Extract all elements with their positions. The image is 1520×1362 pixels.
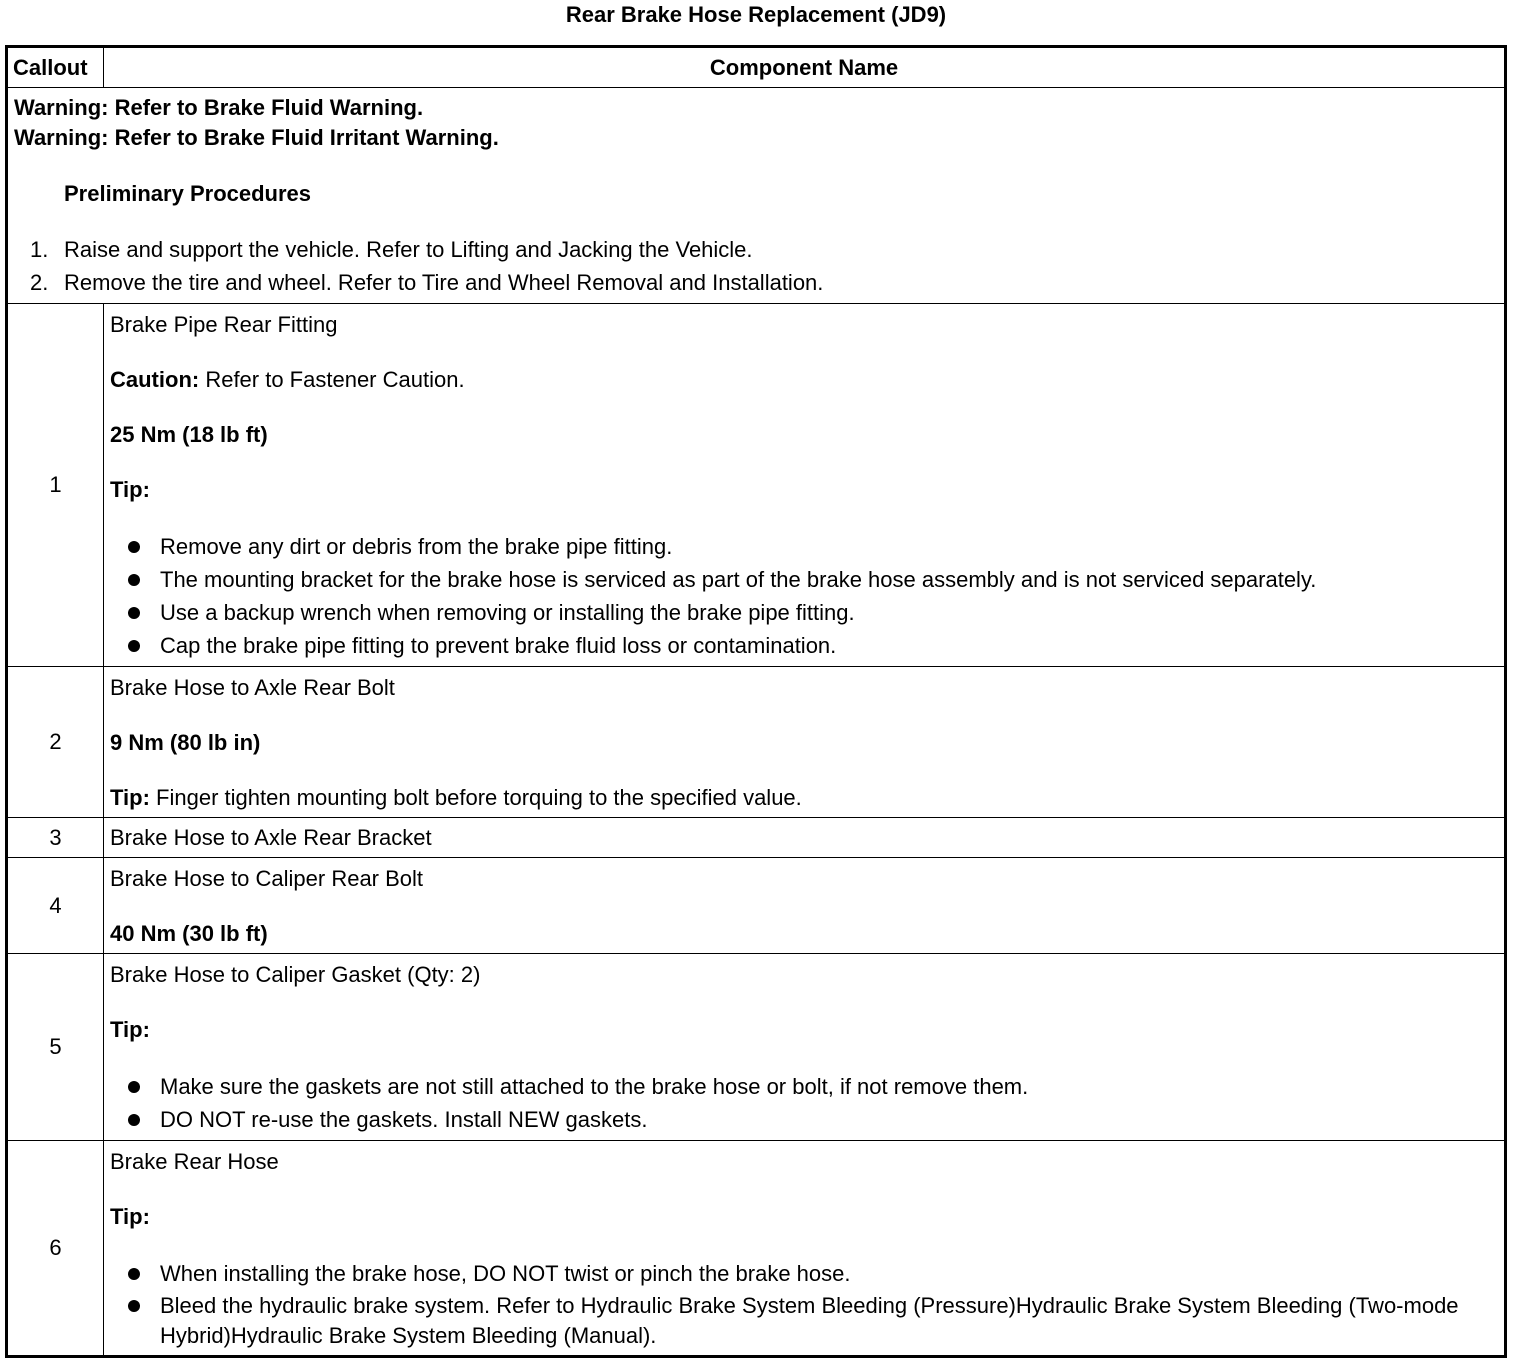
caution-text: Refer to Fastener Caution. [199, 367, 465, 392]
tip-text: Make sure the gaskets are not still attached to the brake hose or bolt, if not remove them. [160, 1074, 1029, 1099]
tip-text: Bleed the hydraulic brake system. Refer to Hydraulic Brake System Bleeding (Pressure)Hydraulic Brake System Bleeding (Two-mode Hybrid)Hydraulic Brake System Bleeding (Manual). [160, 1293, 1459, 1348]
component-name: Brake Rear Hose [110, 1149, 279, 1174]
bullet-icon [128, 1268, 140, 1280]
tip-label: Tip: [110, 1017, 150, 1042]
list-item [110, 1103, 1498, 1136]
preliminary-section [7, 88, 1506, 304]
table-row [7, 954, 1506, 1141]
list-item [110, 1290, 1498, 1351]
bullet-icon [128, 541, 140, 553]
callout-number: 6 [7, 1141, 104, 1357]
list-item [14, 266, 1498, 299]
step-number: 1. [30, 237, 49, 262]
tip-list [110, 1070, 1498, 1136]
table-row [7, 667, 1506, 818]
component-name: Brake Hose to Caliper Rear Bolt [110, 866, 424, 891]
tip-line [110, 783, 1498, 813]
list-item [110, 1070, 1498, 1103]
caution-label: Caution: [110, 367, 200, 392]
table-header-row [7, 47, 1506, 88]
bullet-icon [128, 574, 140, 586]
list-item [110, 563, 1498, 596]
table-row [7, 1141, 1506, 1357]
torque-spec: 40 Nm (30 lb ft) [110, 921, 268, 946]
list-item [110, 530, 1498, 563]
bullet-icon [128, 1114, 140, 1126]
table-row [7, 858, 1506, 954]
component-cell [104, 858, 1506, 954]
component-cell [104, 954, 1506, 1141]
caution-line [110, 365, 1498, 395]
tip-label: Tip: [110, 1204, 150, 1229]
component-name: Brake Pipe Rear Fitting [110, 312, 338, 337]
component-name: Brake Hose to Axle Rear Bracket [110, 825, 432, 850]
torque-spec: 25 Nm (18 lb ft) [110, 422, 268, 447]
callout-column-header: Callout [7, 47, 104, 88]
tip-list [110, 1257, 1498, 1351]
callout-number: 2 [7, 667, 104, 818]
tip-text: Use a backup wrench when removing or installing the brake pipe fitting. [160, 600, 855, 625]
list-item [14, 233, 1498, 266]
preliminary-heading: Preliminary Procedures [64, 181, 312, 206]
bullet-icon [128, 1300, 140, 1312]
step-number: 2. [30, 270, 49, 295]
tip-text: Cap the brake pipe fitting to prevent brake fluid loss or contamination. [160, 633, 837, 658]
brake-fluid-irritant-warning: Warning: Refer to Brake Fluid Irritant Warning. [14, 125, 499, 150]
tip-text: When installing the brake hose, DO NOT twist or pinch the brake hose. [160, 1261, 851, 1286]
preliminary-row [7, 88, 1506, 304]
list-item [110, 629, 1498, 662]
table-row [7, 818, 1506, 858]
tip-text: DO NOT re-use the gaskets. Install NEW gaskets. [160, 1107, 648, 1132]
callout-number: 3 [7, 818, 104, 858]
component-cell [104, 304, 1506, 667]
callout-number: 4 [7, 858, 104, 954]
tip-label: Tip: [110, 785, 150, 810]
bullet-icon [128, 607, 140, 619]
tip-text: Finger tighten mounting bolt before torquing to the specified value. [149, 785, 802, 810]
list-item [110, 596, 1498, 629]
tip-text: The mounting bracket for the brake hose is serviced as part of the brake hose assembly and is not serviced separately. [160, 567, 1317, 592]
tip-list [110, 530, 1498, 662]
page-title: Rear Brake Hose Replacement (JD9) [565, 2, 947, 27]
component-cell [104, 818, 1506, 858]
step-text: Remove the tire and wheel. Refer to Tire and Wheel Removal and Installation. [64, 270, 824, 295]
torque-spec: 9 Nm (80 lb in) [110, 730, 261, 755]
procedure-table [5, 45, 1507, 1358]
tip-text: Remove any dirt or debris from the brake pipe fitting. [160, 534, 673, 559]
component-name: Brake Hose to Caliper Gasket (Qty: 2) [110, 962, 481, 987]
component-cell [104, 667, 1506, 818]
brake-fluid-warning: Warning: Refer to Brake Fluid Warning. [14, 95, 424, 120]
step-text: Raise and support the vehicle. Refer to Lifting and Jacking the Vehicle. [64, 237, 753, 262]
list-item [110, 1257, 1498, 1290]
callout-number: 1 [7, 304, 104, 667]
tip-label: Tip: [110, 477, 150, 502]
callout-number: 5 [7, 954, 104, 1141]
bullet-icon [128, 640, 140, 652]
bullet-icon [128, 1081, 140, 1093]
component-column-header: Component Name [104, 47, 1506, 88]
table-row [7, 304, 1506, 667]
component-name: Brake Hose to Axle Rear Bolt [110, 675, 395, 700]
preliminary-steps [14, 233, 1498, 299]
component-cell [104, 1141, 1506, 1357]
